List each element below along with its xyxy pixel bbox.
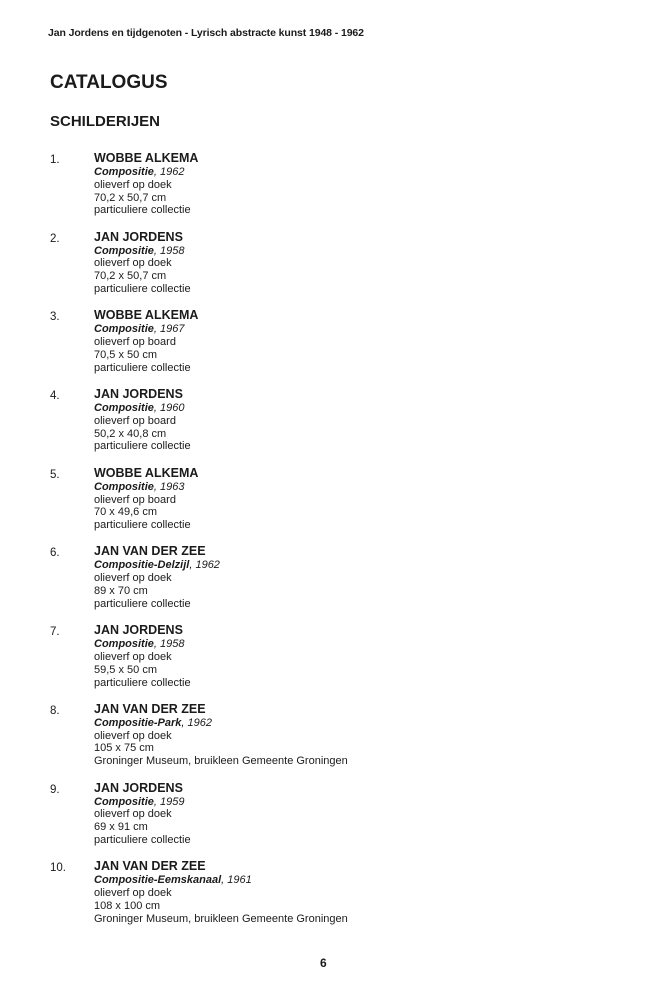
- entry-body: [94, 387, 191, 453]
- entry-body: [94, 466, 198, 532]
- work-title-line: [94, 638, 191, 651]
- entry-body: [94, 859, 348, 925]
- entry-body: [94, 623, 191, 689]
- entry-number: 8.: [50, 704, 60, 717]
- artist-name: JAN JORDENS: [94, 623, 183, 638]
- artist-name: JAN VAN DER ZEE: [94, 701, 206, 716]
- work-dimensions: 105 x 75 cm: [94, 742, 154, 755]
- work-medium: olieverf op doek: [94, 729, 172, 742]
- work-collection: Groninger Museum, bruikleen Gemeente Groningen: [94, 912, 348, 925]
- artist-name: JAN JORDENS: [94, 229, 183, 244]
- work-dimensions: 89 x 70 cm: [94, 585, 148, 598]
- work-title: Compositie: [94, 166, 154, 178]
- work-title-line: [94, 874, 348, 887]
- work-title: Compositie: [94, 323, 154, 336]
- entry-number: 2.: [50, 232, 60, 245]
- work-collection: particuliere collectie: [94, 283, 191, 296]
- entry-number: 7.: [50, 626, 60, 639]
- work-dimensions: 69 x 91 cm: [94, 821, 148, 834]
- work-title: Compositie: [94, 638, 154, 651]
- entry-body: [94, 781, 191, 847]
- work-title-line: [94, 796, 191, 809]
- work-dimensions: 70 x 49,6 cm: [94, 506, 157, 519]
- catalogue-entry: [0, 387, 671, 466]
- catalogue-entry: [0, 466, 671, 545]
- work-year: , 1967: [153, 323, 185, 336]
- work-year: , 1959: [153, 795, 185, 808]
- work-collection: particuliere collectie: [94, 440, 191, 453]
- work-title: Compositie: [94, 795, 154, 808]
- work-year: , 1963: [153, 480, 185, 493]
- catalogue-entry: [0, 859, 671, 938]
- catalogue-entry: [0, 151, 671, 230]
- entry-body: [94, 702, 348, 768]
- work-year: , 1962: [153, 166, 185, 178]
- work-collection: particuliere collectie: [94, 204, 191, 217]
- artist-name: JAN JORDENS: [94, 780, 183, 795]
- work-medium: olieverf op doek: [94, 178, 172, 191]
- work-title-line: [94, 481, 198, 494]
- work-title: Compositie-Park: [94, 716, 182, 729]
- work-collection: particuliere collectie: [94, 519, 191, 532]
- work-dimensions: 59,5 x 50 cm: [94, 663, 157, 676]
- work-title-line: [94, 166, 198, 179]
- work-dimensions: 70,2 x 50,7 cm: [94, 270, 167, 283]
- entry-number: 10.: [50, 862, 66, 875]
- entry-number: 9.: [50, 783, 60, 796]
- work-title-line: [94, 559, 220, 572]
- artist-name: JAN VAN DER ZEE: [94, 544, 206, 559]
- work-dimensions: 70,2 x 50,7 cm: [94, 191, 167, 204]
- work-year: , 1960: [153, 402, 185, 415]
- artist-name: WOBBE ALKEMA: [94, 465, 199, 480]
- work-medium: olieverf op doek: [94, 572, 172, 585]
- work-dimensions: 108 x 100 cm: [94, 899, 161, 912]
- work-dimensions: 50,2 x 40,8 cm: [94, 427, 167, 440]
- work-year: , 1962: [189, 559, 220, 572]
- artist-name: WOBBE ALKEMA: [94, 308, 199, 323]
- section-title: SCHILDERIJEN: [50, 113, 161, 130]
- work-title: Compositie-Eemskanaal: [94, 874, 222, 887]
- catalogue-entry: [0, 308, 671, 387]
- work-title: Compositie-Delzijl: [94, 559, 190, 572]
- catalogue-entries: [0, 151, 671, 938]
- work-medium: olieverf op doek: [94, 257, 172, 270]
- work-title-line: [94, 323, 198, 336]
- work-medium: olieverf op doek: [94, 886, 172, 899]
- catalogue-entry: [0, 702, 671, 781]
- catalogus-title: CATALOGUS: [50, 72, 168, 93]
- entry-body: [94, 308, 198, 374]
- page-number: 6: [320, 956, 327, 970]
- work-title-line: [94, 245, 191, 258]
- work-year: , 1961: [221, 874, 252, 887]
- catalogue-entry: [0, 544, 671, 623]
- entry-body: [94, 230, 191, 296]
- entry-body: [94, 544, 220, 610]
- entry-number: 1.: [50, 154, 60, 166]
- artist-name: WOBBE ALKEMA: [94, 151, 199, 165]
- work-title-line: [94, 717, 348, 730]
- running-header: Jan Jordens en tijdgenoten - Lyrisch abstracte kunst 1948 - 1962: [48, 27, 364, 39]
- work-year: , 1958: [153, 244, 185, 257]
- work-medium: olieverf op doek: [94, 808, 172, 821]
- work-medium: olieverf op doek: [94, 650, 172, 663]
- work-medium: olieverf op board: [94, 414, 176, 427]
- entry-body: [94, 151, 198, 217]
- work-title-line: [94, 402, 191, 415]
- entry-number: 3.: [50, 311, 60, 324]
- catalogue-entry: [0, 623, 671, 702]
- work-collection: particuliere collectie: [94, 833, 191, 846]
- work-title: Compositie: [94, 244, 154, 257]
- work-collection: particuliere collectie: [94, 361, 191, 374]
- entry-number: 4.: [50, 390, 60, 403]
- work-title: Compositie: [94, 480, 154, 493]
- work-dimensions: 70,5 x 50 cm: [94, 348, 157, 361]
- artist-name: JAN JORDENS: [94, 387, 183, 402]
- work-year: , 1962: [181, 716, 213, 729]
- work-collection: particuliere collectie: [94, 676, 191, 689]
- catalogue-entry: [0, 781, 671, 860]
- artist-name: JAN VAN DER ZEE: [94, 859, 206, 874]
- entry-number: 5.: [50, 468, 60, 481]
- work-medium: olieverf op board: [94, 336, 176, 349]
- catalogue-entry: [0, 230, 671, 309]
- work-collection: Groninger Museum, bruikleen Gemeente Groningen: [94, 755, 348, 768]
- work-collection: particuliere collectie: [94, 597, 191, 610]
- work-medium: olieverf op board: [94, 493, 176, 506]
- entry-number: 6.: [50, 547, 60, 560]
- work-year: , 1958: [153, 638, 185, 651]
- work-title: Compositie: [94, 402, 154, 415]
